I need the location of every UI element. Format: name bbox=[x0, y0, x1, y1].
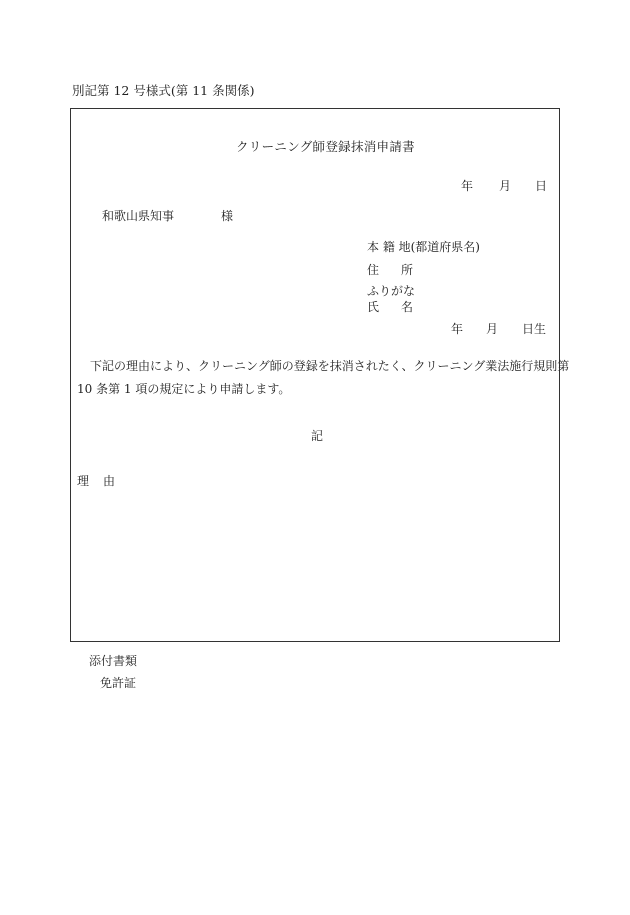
furigana-label: ふりがな bbox=[367, 284, 416, 298]
date-month: 月 bbox=[499, 179, 512, 193]
addressee-honorific: 様 bbox=[221, 209, 234, 223]
reason-label-1: 理 bbox=[77, 474, 90, 488]
attachments-label: 添付書類 bbox=[89, 654, 138, 668]
date-day: 日 bbox=[535, 179, 548, 193]
form-title: クリーニング師登録抹消申請書 bbox=[236, 139, 415, 154]
form-number-label: 別記第 12 号様式(第 11 条関係) bbox=[72, 83, 255, 98]
application-form bbox=[70, 108, 570, 642]
date-year: 年 bbox=[461, 179, 474, 193]
body-text-line-1: 下記の理由により、クリーニング師の登録を抹消されたく、クリーニング業法施行規則第 bbox=[90, 359, 570, 373]
reason-label-2: 由 bbox=[103, 474, 116, 488]
attachments-item: 免許証 bbox=[100, 676, 137, 690]
birth-day: 日生 bbox=[522, 322, 547, 336]
ki-label: 記 bbox=[311, 429, 324, 443]
honseki-label: 本 籍 地(都道府県名) bbox=[367, 240, 480, 254]
birth-month: 月 bbox=[486, 322, 499, 336]
jusho-label-1: 住 bbox=[367, 263, 380, 277]
body-text-line-2: 10 条第 1 項の規定により申請します。 bbox=[77, 382, 291, 396]
birth-year: 年 bbox=[451, 322, 464, 336]
shimei-label-2: 名 bbox=[401, 300, 414, 314]
addressee-name: 和歌山県知事 bbox=[102, 209, 175, 223]
jusho-label-2: 所 bbox=[401, 263, 414, 277]
shimei-label-1: 氏 bbox=[367, 300, 380, 314]
